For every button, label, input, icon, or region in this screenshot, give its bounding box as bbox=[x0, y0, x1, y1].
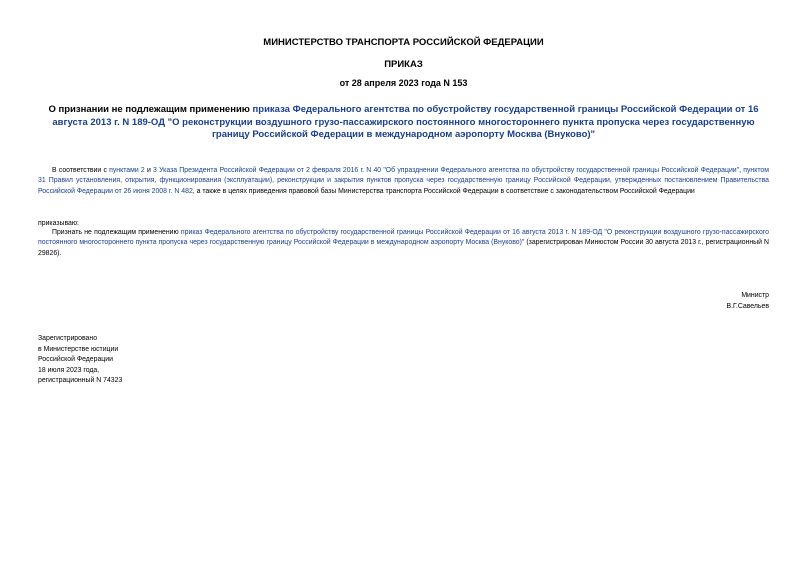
registration-line-1: Зарегистрировано bbox=[38, 335, 98, 342]
registration-line-5: регистрационный N 74323 bbox=[38, 377, 123, 384]
p3-text-b: (зарегистрирован Минюстом России 30 августа 2013 г., регистрационный N 29826). bbox=[38, 239, 769, 257]
signatory-position: Министр bbox=[741, 292, 769, 299]
p1-text-c: , bbox=[739, 167, 744, 174]
link-ukaz-president[interactable]: 3 Указа Президента Российской Федерации от 2 февраля 2016 г. N 40 "Об упразднении Федерального агентства по обустройству государственной границы Российской Федерации" bbox=[153, 167, 740, 174]
paragraph-order-text bbox=[38, 228, 769, 259]
registration-line-4: 18 июля 2023 года, bbox=[38, 366, 100, 374]
registration-block bbox=[38, 334, 122, 387]
signature-block bbox=[727, 291, 770, 312]
title-link[interactable]: приказа Федерального агентства по обустройству государственной границы Российской Федерации от 16 августа 2013 г. N 189-ОД "О реконструкции воздушного грузо-пассажирского постоянного многостороннего пункта пропуска через государственную границу Российской Федерации в международном аэропорту Москва (Внуково)" bbox=[52, 104, 759, 140]
signatory-name: В.Г.Савельев bbox=[726, 302, 769, 310]
paragraph-order-word: приказываю: bbox=[38, 220, 79, 227]
document-date-number: от 28 апреля 2023 года N 153 bbox=[339, 78, 468, 88]
p1-text-d: , а также в целях приведения правовой базы Министерства транспорта Российской Федерации в соответствие с законодательством Российской Федерации bbox=[192, 187, 695, 195]
title-prefix: О признании не подлежащим применению bbox=[48, 104, 253, 115]
registration-line-3: Российской Федерации bbox=[38, 356, 113, 363]
ministry-heading: МИНИСТЕРСТВО ТРАНСПОРТА РОССИЙСКОЙ ФЕДЕРАЦИИ bbox=[263, 37, 544, 48]
p3-text-a: Признать не подлежащим применению bbox=[52, 229, 181, 236]
link-punkt-2[interactable]: пунктами 2 bbox=[109, 167, 145, 174]
document-title bbox=[38, 104, 769, 142]
p1-text-b: и bbox=[144, 167, 154, 174]
link-pravila-punkt-31[interactable]: пунктом 31 Правил установления, открытия, функционирования (эксплуатации), реконструкции и закрытия пунктов пропуска через государственную границу Российской Федерации, утвержденных постановлением Правительства Российской Федерации от 26 июня 2008 г. N 482 bbox=[38, 167, 769, 195]
document-type: ПРИКАЗ bbox=[384, 59, 423, 70]
p1-text-a: В соответствии с bbox=[52, 167, 110, 174]
registration-line-2: в Министерстве юстиции bbox=[38, 345, 119, 353]
paragraph-basis bbox=[38, 166, 769, 197]
link-prikaz-189-od[interactable]: приказ Федерального агентства по обустройству государственной границы Российской Федерации от 16 августа 2013 г. N 189-ОД "О реконструкции воздушного грузо-пассажирского постоянного многостороннего пункта пропуска через государственную границу Российской Федерации в международном аэропорту Москва (Внуково)" bbox=[38, 229, 770, 247]
